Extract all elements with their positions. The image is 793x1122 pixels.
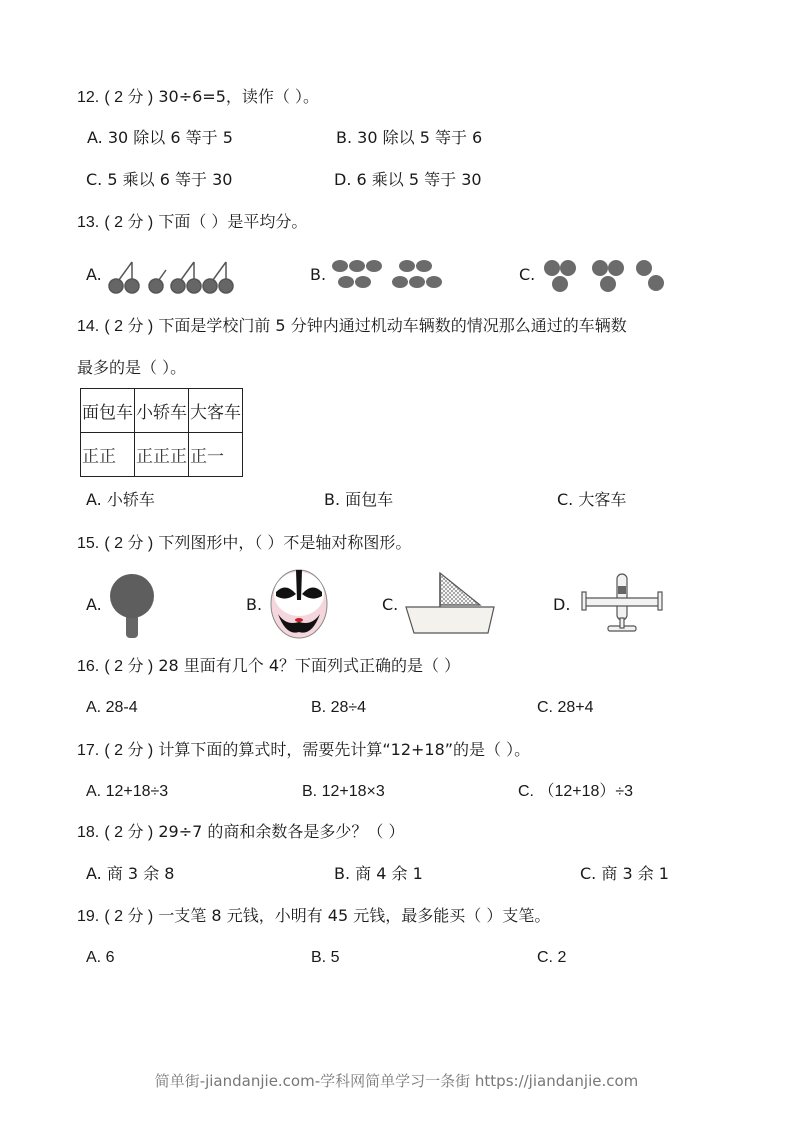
option-label: B. [334,864,351,883]
option-text: 2 [557,949,567,966]
option-label: B. [311,949,327,966]
option-12-d[interactable] [334,170,482,190]
option-text: 小轿车 [106,490,155,509]
table-header-cell: 小轿车 [135,389,189,433]
option-15-a[interactable] [86,595,102,615]
option-label: A. [86,265,102,284]
option-label: B. [310,265,327,284]
strawberries-icon [330,258,448,292]
table-cell: 正正 [81,433,135,477]
question-text: 30÷6=5，读作（ ）。 [158,87,319,106]
option-label: B. [246,595,263,614]
question-number: 19. [77,908,100,925]
question-19-stem [77,906,550,927]
question-16-stem [77,656,460,677]
question-12-stem [77,87,319,108]
question-score: ( 2 分 ) [104,824,154,841]
option-17-c[interactable] [518,782,633,802]
option-label: C. [537,949,553,966]
option-14-a[interactable] [86,490,155,510]
option-label: C. [519,265,536,284]
option-label: C. [86,170,103,189]
question-number: 18. [77,824,100,841]
question-score: ( 2 分 ) [104,742,154,759]
question-text: 下面（ ）是平均分。 [158,212,308,231]
question-15-stem [77,533,411,554]
option-text: 大客车 [578,490,627,509]
question-18-stem [77,822,404,843]
question-text: 下列图形中，（ ）不是轴对称图形。 [158,533,412,552]
option-label: C. [518,783,534,800]
option-text: 28+4 [557,699,594,716]
question-number: 12. [77,89,100,106]
table-cell: 正一 [189,433,243,477]
option-13-c[interactable] [519,265,535,285]
table-header-row [81,389,243,433]
option-19-a[interactable] [86,948,114,968]
option-19-c[interactable] [537,948,566,968]
option-12-b[interactable] [336,128,482,148]
option-label: A. [86,949,102,966]
option-text: 30 除以 6 等于 5 [107,128,233,147]
question-score: ( 2 分 ) [104,535,154,552]
option-text: 面包车 [345,490,394,509]
ping-pong-paddle-icon [104,572,160,640]
option-16-c[interactable] [537,698,594,718]
option-label: C. [557,490,574,509]
question-text: 一支笔 8 元钱，小明有 45 元钱，最多能买（ ）支笔。 [158,906,551,925]
option-label: D. [334,170,352,189]
question-number: 14. [77,318,100,335]
question-14-stem [77,316,627,337]
option-text: 商 4 余 1 [355,864,423,883]
option-label: A. [87,128,103,147]
question-17-stem [77,740,530,761]
option-label: B. [302,783,318,800]
option-label: A. [86,595,102,614]
option-13-a[interactable] [86,265,102,285]
option-text: 28-4 [105,699,138,716]
option-text: 5 乘以 6 等于 30 [107,170,233,189]
question-text: 计算下面的算式时，需要先计算“12+18”的是（ ）。 [158,740,531,759]
option-label: C. [537,699,553,716]
table-cell: 正正正 [135,433,189,477]
question-number: 17. [77,742,100,759]
question-text: 29÷7 的商和余数各是多少？（ ） [158,822,405,841]
option-label: A. [86,783,102,800]
option-16-a[interactable] [86,698,138,718]
question-score: ( 2 分 ) [104,89,154,106]
question-number: 16. [77,658,100,675]
airplane-icon [580,572,664,636]
question-score: ( 2 分 ) [104,214,154,231]
cherries-icon [106,256,238,296]
option-15-d[interactable] [553,595,570,615]
option-14-b[interactable] [324,490,393,510]
option-16-b[interactable] [311,698,366,718]
option-18-a[interactable] [86,864,174,884]
option-label: B. [324,490,341,509]
question-number: 15. [77,535,100,552]
option-15-b[interactable] [246,595,262,615]
table-header-cell: 面包车 [81,389,135,433]
option-14-c[interactable] [557,490,626,510]
option-text: 6 乘以 5 等于 30 [356,170,482,189]
option-12-a[interactable] [87,128,233,148]
option-label: A. [86,699,102,716]
option-label: B. [336,128,353,147]
question-text: 下面是学校门前 5 分钟内通过机动车辆数的情况那么通过的车辆数 [158,316,627,335]
option-text: 28÷4 [330,699,367,716]
option-label: C. [382,595,399,614]
option-17-a[interactable] [86,782,168,802]
option-15-c[interactable] [382,595,398,615]
table-row [81,433,243,477]
option-17-b[interactable] [302,782,385,802]
tally-table [80,388,243,477]
option-label: D. [553,595,571,614]
option-label: B. [311,699,327,716]
apples-icon [540,258,670,294]
sailboat-icon [404,571,496,637]
option-text: 商 3 余 1 [601,864,669,883]
option-18-b[interactable] [334,864,423,884]
option-text: 6 [105,949,115,966]
table-header-cell: 大客车 [189,389,243,433]
question-score: ( 2 分 ) [104,658,154,675]
question-score: ( 2 分 ) [104,318,154,335]
option-12-c[interactable] [86,170,232,190]
question-13-stem [77,212,307,233]
opera-mask-icon [266,566,332,640]
option-label: C. [580,864,597,883]
question-score: ( 2 分 ) [104,908,154,925]
option-text: 30 除以 5 等于 6 [357,128,483,147]
option-18-c[interactable] [580,864,669,884]
option-label: A. [86,864,102,883]
option-text: 12+18×3 [321,783,385,800]
option-text: （12+18）÷3 [538,783,634,800]
option-13-b[interactable] [310,265,326,285]
option-text: 商 3 余 8 [106,864,175,883]
option-label: A. [86,490,102,509]
question-number: 13. [77,214,100,231]
page-footer: 简单街-jiandanjie.com-学科网简单学习一条街 https://jiandanjie.com [154,1072,639,1090]
option-text: 12+18÷3 [105,783,169,800]
question-text: 28 里面有几个 4？下面列式正确的是（ ） [158,656,461,675]
option-19-b[interactable] [311,948,339,968]
question-14-stem-continued: 最多的是（ ）。 [77,358,187,377]
option-text: 5 [330,949,340,966]
